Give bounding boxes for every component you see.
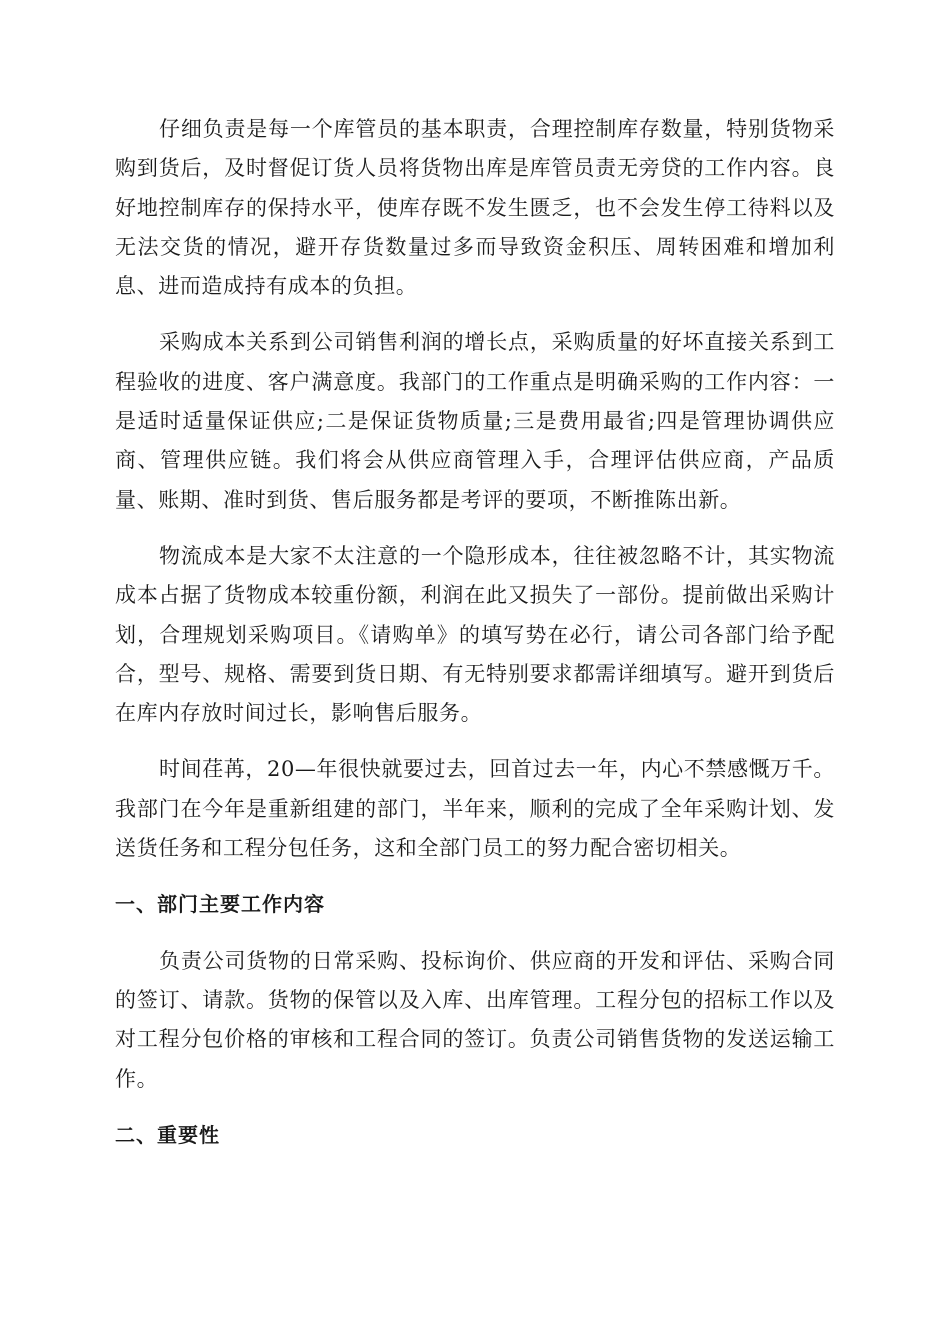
section-heading-importance: 二、重要性 (115, 1122, 220, 1147)
paragraph-procurement-cost: 采购成本关系到公司销售利润的增长点，采购质量的好坏直接关系到工程验收的进度、客户满意度。我部门的工作重点是明确采购的工作内容：一是适时适量保证供应;二是保证货物质量;三是费用最省;四是管理协调供应商、管理供应链。我们将会从供应商管理入手，合理评估供应商，产品质量、账期、准时到货、售后服务都是考评的要项，不断推陈出新。 (115, 330, 835, 512)
document-body (115, 110, 835, 1172)
paragraph-main-work: 负责公司货物的日常采购、投标询价、供应商的开发和评估、采购合同的签订、请款。货物的保管以及入库、出库管理。工程分包的招标工作以及对工程分包价格的审核和工程合同的签订。负责公司销售货物的发送运输工作。 (115, 948, 835, 1091)
paragraph-year-review: 时间荏苒，20—年很快就要过去，回首过去一年，内心不禁感慨万千。我部门在今年是重新组建的部门，半年来，顺利的完成了全年采购计划、发送货任务和工程分包任务，这和全部门员工的努力配合密切相关。 (115, 757, 835, 861)
paragraph-logistics-cost: 物流成本是大家不太注意的一个隐形成本，往往被忽略不计，其实物流成本占据了货物成本较重份额，利润在此又损失了一部份。提前做出采购计划，合理规划采购项目。《请购单》的填写势在必行，请公司各部门给予配合，型号、规格、需要到货日期、有无特别要求都需详细填写。避开到货后在库内存放时间过长，影响售后服务。 (115, 543, 835, 726)
paragraph-inventory: 仔细负责是每一个库管员的基本职责，合理控制库存数量，特别货物采购到货后，及时督促订货人员将货物出库是库管员责无旁贷的工作内容。良好地控制库存的保持水平，使库存既不发生匮乏，也不会发生停工待料以及无法交货的情况，避开存货数量过多而导致资金积压、周转困难和增加利息、进而造成持有成本的负担。 (115, 117, 835, 299)
section-heading-main-work: 一、部门主要工作内容 (115, 892, 325, 917)
